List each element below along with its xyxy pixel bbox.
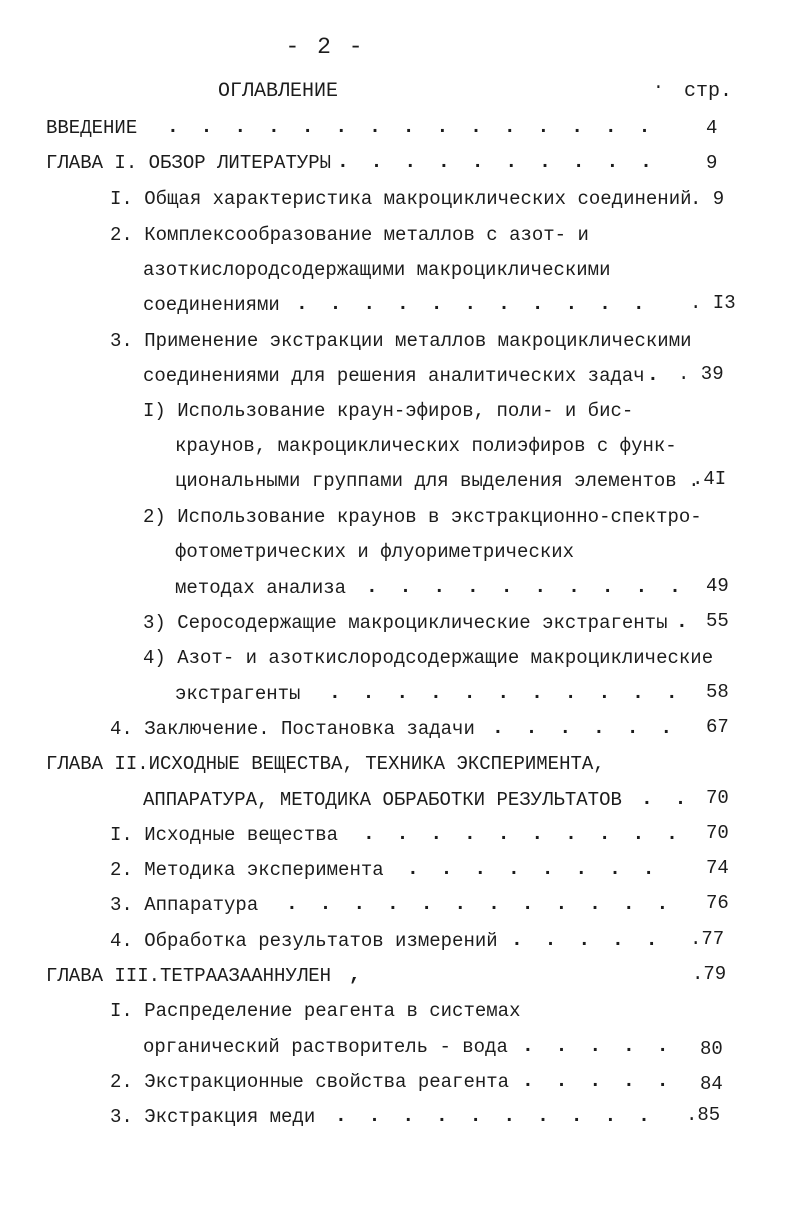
toc-entry-text: I. Исходные вещества [110,824,339,846]
toc-entry-text: ГЛАВА I. ОБЗОР ЛИТЕРАТУРЫ [46,152,332,174]
toc-entry-page: 49 [706,575,729,597]
toc-entry-page: 70 [706,787,729,809]
dot-leader: . [646,364,659,387]
dot-leader: . . . . . . . . . . [334,1105,651,1128]
dot-leader: . . [640,788,687,811]
toc-entry-text: методах анализа [175,577,347,599]
toc-entry-text: фотометрических и флуориметрических [175,541,575,563]
tick-mark: · [653,78,664,98]
toc-entry-text: соединениями для решения аналитических задач [143,365,645,387]
toc-entry-text: 4. Обработка результатов измерений [110,930,498,952]
toc-entry-text: ГЛАВА II.ИСХОДНЫЕ ВЕЩЕСТВА, ТЕХНИКА ЭКСПЕРИМЕНТА, [46,753,605,775]
toc-entry-page: 76 [706,892,729,914]
page-number: - 2 - [285,34,365,60]
toc-entry-text: 2) Использование краунов в экстракционно-спектро- [143,506,702,528]
toc-entry-text: I. Распределение реагента в системах [110,1000,521,1022]
toc-entry-text: 3. Применение экстракции металлов макроциклическими [110,330,692,352]
toc-entry-text: 3) Серосодержащие макроциклические экстрагенты [143,612,668,634]
toc-entry-page: 58 [706,681,729,703]
toc-entry-page: 70 [706,822,729,844]
dot-leader: . . . . . [521,1070,669,1093]
toc-entry-text: АППАРАТУРА, МЕТОДИКА ОБРАБОТКИ РЕЗУЛЬТАТОВ [143,789,622,811]
toc-entry-page: 84 [700,1073,723,1095]
toc-entry-text: 3. Экстракция меди [110,1106,316,1128]
toc-entry-text: ГЛАВА III.ТЕТРААЗААННУЛЕН [46,965,332,987]
dot-leader: . . . . . . . . . . . [328,682,678,705]
toc-entry-text: I. Общая характеристика макроциклических соединений [110,188,692,210]
dot-leader: . . . . . . . . . . . . . . . [166,116,651,139]
toc-title: ОГЛАВЛЕНИЕ [218,80,339,103]
toc-entry-page: . 39 [678,363,724,385]
dot-leader: . . . . . . . . [406,858,655,881]
toc-entry-text: циональными группами для выделения элементов . [175,470,700,492]
toc-entry-text: 3. Аппаратура [110,894,259,916]
toc-entry-page: 9 [706,152,718,174]
dot-leader: . . . . . . . . . . [365,576,682,599]
toc-entry-text: 4. Заключение. Постановка задачи [110,718,475,740]
toc-entry-text: I) Использование краун-эфиров, поли- и бис- [143,400,634,422]
toc-entry-text: соединениями [143,294,280,316]
toc-entry-text: краунов, макроциклических полиэфиров с функ- [175,435,677,457]
toc-entry-text: экстрагенты [175,683,301,705]
toc-entry-page: 67 [706,716,729,738]
toc-entry-page: . I3 [690,292,736,314]
dot-leader: , [348,964,361,987]
dot-leader: . . . . . . . . . . . . [285,893,669,916]
dot-leader: . [675,611,688,634]
toc-entry-text: 2. Комплексообразование металлов с азот- и [110,224,589,246]
toc-entry-page: .85 [686,1104,721,1126]
toc-entry-text: органический растворитель - вода [143,1036,508,1058]
page-column-label: стр. [684,80,733,103]
dot-leader: . . . . . . . . . . [336,151,653,174]
toc-entry-text: ВВЕДЕНИЕ [46,117,138,139]
dot-leader: . . . . . [510,929,658,952]
toc-entry-page: 80 [700,1038,723,1060]
dot-leader: . . . . . . . . . . . [295,293,645,316]
toc-entry-page: 4 [706,117,718,139]
dot-leader: . . . . . [521,1035,669,1058]
toc-entry-page: 74 [706,857,729,879]
toc-entry-page: .77 [690,928,725,950]
toc-entry-page: .79 [692,963,727,985]
dot-leader: . . . . . . . . . . [362,823,679,846]
toc-entry-page: . 9 [690,188,725,210]
toc-entry-text: азоткислородсодержащими макроциклическими [143,259,611,281]
toc-entry-text: 4) Азот- и азоткислородсодержащие макроциклические [143,647,714,669]
toc-entry-text: 2. Методика эксперимента [110,859,384,881]
dot-leader: . . . . . . [491,717,673,740]
toc-entry-page: 55 [706,610,729,632]
toc-entry-text: 2. Экстракционные свойства реагента [110,1071,510,1093]
toc-entry-page: .4I [692,468,727,490]
